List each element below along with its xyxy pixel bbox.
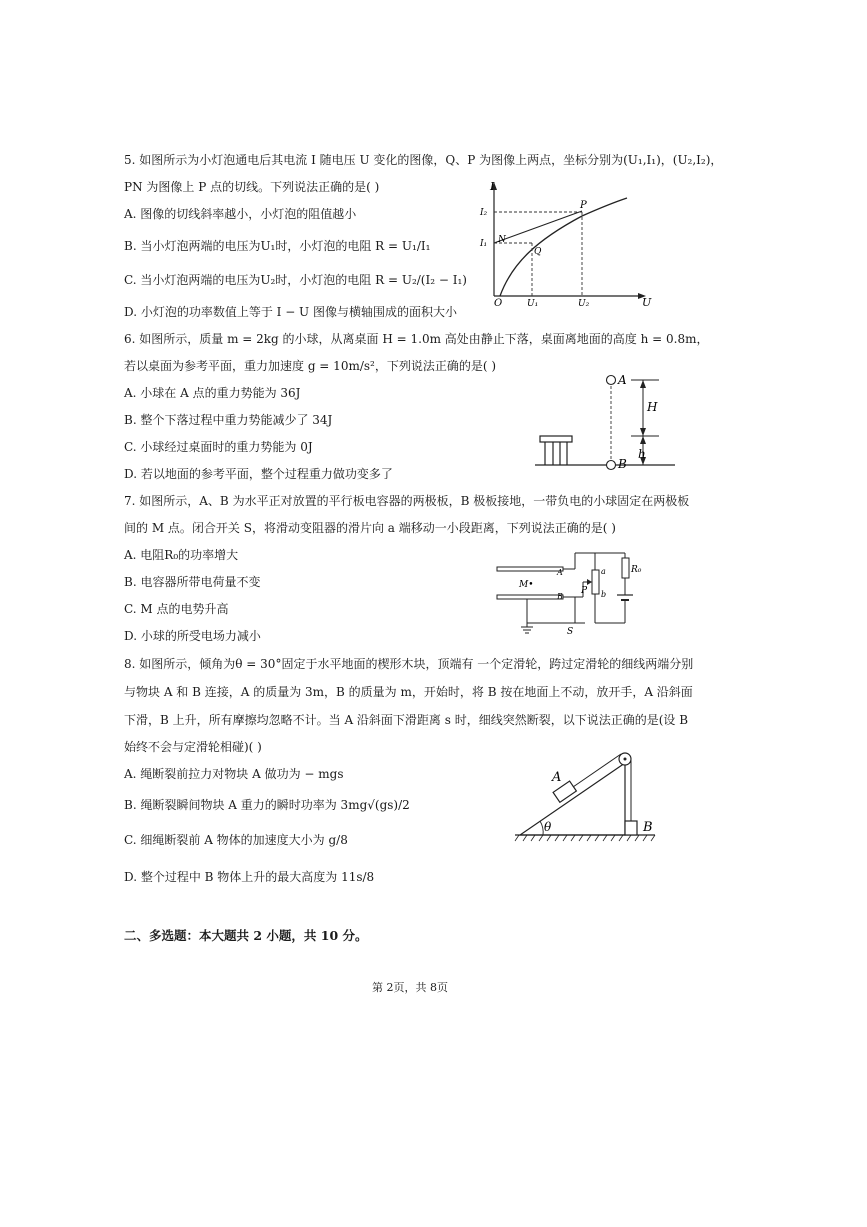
q6-label-h-upper: H bbox=[647, 400, 658, 414]
q8-incline-pulley-figure bbox=[515, 745, 675, 845]
q7-label-plate-a: A bbox=[557, 568, 563, 577]
q6-option-c: C. 小球经过桌面时的重力势能为 0J bbox=[124, 440, 313, 454]
q5-stem-line1: 5. 如图所示为小灯泡通电后其电流 I 随电压 U 变化的图像，Q、P 为图像上两点，坐标分别为(U₁,I₁)，(U₂,I₂)， bbox=[124, 153, 723, 167]
q8-stem-line2: 与物块 A 和 B 连接，A 的质量为 3m，B 的质量为 m，开始时，将 B 按在地面上不动，放开手，A 沿斜面 bbox=[124, 685, 693, 699]
q7-label-s: S bbox=[567, 627, 574, 637]
q7-option-d: D. 小球的所受电场力减小 bbox=[124, 629, 261, 643]
q6-option-d: D. 若以地面的参考平面，整个过程重力做功变多了 bbox=[124, 467, 393, 481]
q8-option-d: D. 整个过程中 B 物体上升的最大高度为 11s/8 bbox=[124, 870, 375, 884]
q6-label-b: B bbox=[618, 457, 627, 471]
q5-option-a: A. 图像的切线斜率越小，小灯泡的阻值越小 bbox=[124, 207, 357, 221]
q5-label-u-axis: U bbox=[642, 296, 652, 309]
q7-label-b-end: b bbox=[601, 590, 607, 599]
q8-stem-line4: 始终不会与定滑轮相碰)( ) bbox=[124, 740, 262, 754]
q5-option-d: D. 小灯泡的功率数值上等于 I − U 图像与横轴围成的面积大小 bbox=[124, 305, 457, 319]
q5-label-u1: U₁ bbox=[527, 299, 539, 309]
q8-label-theta: θ bbox=[544, 820, 552, 834]
q7-stem-line2: 间的 M 点。闭合开关 S，将滑动变阻器的滑片向 a 端移动一小段距离，下列说法正确的是( ) bbox=[124, 521, 616, 535]
q6-stem-line1: 6. 如图所示，质量 m = 2kg 的小球，从离桌面 H = 1.0m 高处由静止下落，桌面离地面的高度 h = 0.8m， bbox=[124, 332, 709, 346]
q5-option-c: C. 当小灯泡两端的电压为U₂时，小灯泡的电阻 R = U₂/(I₂ − I₁) bbox=[124, 273, 467, 287]
q6-label-h-lower: h bbox=[638, 447, 646, 461]
q5-label-i2: I₂ bbox=[480, 208, 488, 218]
section2-heading: 二、多选题：本大题共 2 小题，共 10 分。 bbox=[124, 928, 368, 943]
q7-circuit-figure bbox=[495, 545, 655, 645]
q5-label-p: P bbox=[580, 200, 587, 211]
q8-label-a: A bbox=[552, 770, 562, 785]
q6-option-b: B. 整个下落过程中重力势能减少了 34J bbox=[124, 413, 333, 427]
q5-option-b: B. 当小灯泡两端的电压为U₁时，小灯泡的电阻 R = U₁/I₁ bbox=[124, 239, 431, 253]
q5-label-u2: U₂ bbox=[578, 299, 590, 309]
q8-option-a: A. 绳断裂前拉力对物块 A 做功为 − mgs bbox=[124, 767, 344, 781]
q6-label-a: A bbox=[618, 373, 627, 387]
q7-label-a-end: a bbox=[601, 567, 606, 576]
q5-label-o: O bbox=[494, 298, 503, 309]
q6-option-a: A. 小球在 A 点的重力势能为 36J bbox=[124, 386, 301, 400]
q7-label-r0: R₀ bbox=[631, 565, 642, 575]
q6-falling-ball-figure bbox=[535, 368, 695, 473]
q5-label-i1: I₁ bbox=[480, 239, 488, 249]
q7-option-c: C. M 点的电势升高 bbox=[124, 602, 229, 616]
q6-stem-line2: 若以桌面为参考平面，重力加速度 g = 10m/s²，下列说法正确的是( ) bbox=[124, 359, 497, 373]
q7-option-a: A. 电阻R₀的功率增大 bbox=[124, 548, 239, 562]
q7-label-plate-b: B bbox=[557, 592, 563, 601]
q7-option-b: B. 电容器所带电荷量不变 bbox=[124, 575, 261, 589]
q5-iu-graph-figure bbox=[482, 178, 662, 308]
q8-stem-line3: 下滑，B 上升，所有摩擦均忽略不计。当 A 沿斜面下滑距离 s 时，细线突然断裂，以下说法正确的是(设 B bbox=[124, 713, 689, 727]
q5-label-q: Q bbox=[534, 247, 542, 257]
q8-option-c: C. 细绳断裂前 A 物体的加速度大小为 g/8 bbox=[124, 833, 348, 847]
q7-label-m: M• bbox=[519, 580, 534, 590]
q5-label-n: N bbox=[498, 235, 506, 245]
q8-label-b: B bbox=[643, 820, 653, 835]
q8-option-b: B. 绳断裂瞬间物块 A 重力的瞬时功率为 3mg√(gs)/2 bbox=[124, 798, 410, 812]
q8-stem-line1: 8. 如图所示，倾角为θ = 30°固定于水平地面的楔形木块，顶端有 一个定滑轮，跨过定滑轮的细线两端分别 bbox=[124, 657, 694, 671]
q5-stem-line2: PN 为图像上 P 点的切线。下列说法正确的是( ) bbox=[124, 180, 380, 194]
page-footer: 第 2页，共 8页 bbox=[372, 981, 448, 994]
q5-label-i-axis: I bbox=[490, 180, 495, 193]
q7-label-p: P bbox=[581, 586, 588, 596]
q7-stem-line1: 7. 如图所示，A、B 为水平正对放置的平行板电容器的两极板，B 极板接地，一带负电的小球固定在两极板 bbox=[124, 494, 690, 508]
